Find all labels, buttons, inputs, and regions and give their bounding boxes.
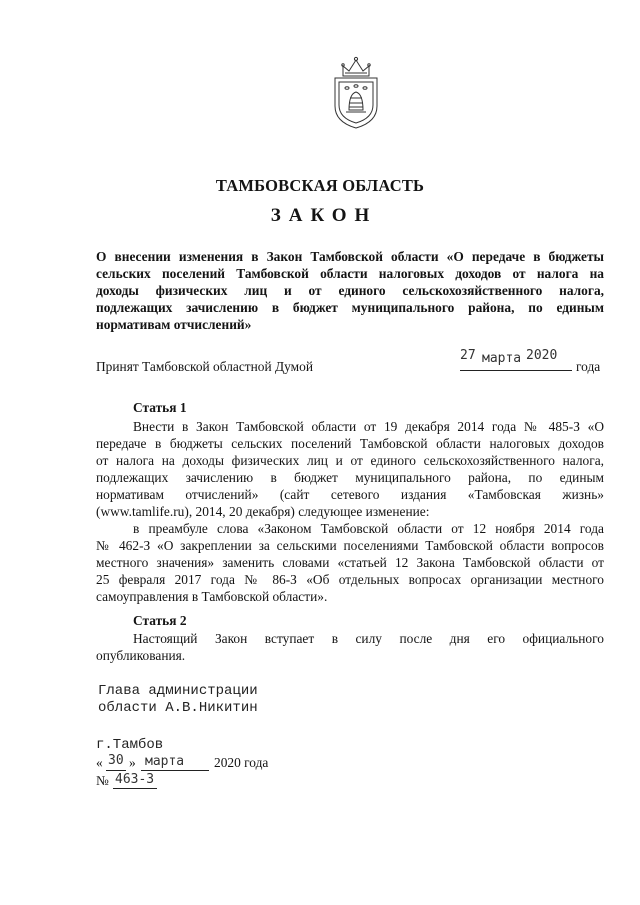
footer-year: 2020 года xyxy=(214,755,269,770)
region-title: ТАМБОВСКАЯ ОБЛАСТЬ xyxy=(215,176,425,195)
law-number: 463-З xyxy=(115,772,155,787)
article-1-amendment-line: № 462-З «О закреплении за сельскими поселениями Тамбовской области вопросов xyxy=(96,538,604,553)
article-1-line: передаче в бюджеты сельских поселений Тамбовской области налоговых доходов xyxy=(96,436,604,451)
law-title-line: сельских поселений Тамбовской области налоговых доходов от налога на xyxy=(96,266,604,281)
law-title-line: нормативам отчислений» xyxy=(96,317,252,332)
footer-number-field xyxy=(113,772,157,789)
article-1-amendment-line: в преамбуле слова «Законом Тамбовской области от 12 ноября 2014 года xyxy=(133,521,604,536)
article-1-line: подлежащих зачислению в бюджет муниципального района, по единым xyxy=(96,470,604,485)
footer-day: 30 xyxy=(108,753,124,768)
article-2-heading: Статья 2 xyxy=(133,613,187,628)
quote-open: « xyxy=(96,755,103,770)
article-1-amendment-line: 25 февраля 2017 года № 86-З «Об отдельных вопросах организации местного xyxy=(96,572,604,587)
adoption-suffix: года xyxy=(576,359,601,374)
footer-month-field xyxy=(141,753,209,771)
article-1-amendment-line: местного значения» заменить словами «статьей 12 Закона Тамбовской области от xyxy=(96,555,604,570)
law-title-line: доходы физических лиц и от единого сельскохозяйственного налога, xyxy=(96,283,604,298)
adoption-month: марта xyxy=(482,351,522,366)
signature-position: Глава администрации xyxy=(98,683,258,699)
adoption-year: 2020 xyxy=(526,348,558,363)
law-title-line: подлежащих зачислению в бюджет муниципального района, по единым xyxy=(96,300,604,315)
article-1-line: Внести в Закон Тамбовской области от 19 декабря 2014 года № 485-З «О xyxy=(133,419,604,434)
adoption-day: 27 xyxy=(460,348,476,363)
footer-city: г.Тамбов xyxy=(96,737,164,753)
adoption-label: Принят Тамбовской областной Думой xyxy=(96,359,314,374)
article-1-line: (www.tamlife.ru), 2014, 20 декабря) следующее изменение: xyxy=(96,504,430,519)
footer-month: марта xyxy=(145,754,185,769)
law-title-line: О внесении изменения в Закон Тамбовской области «О передаче в бюджеты xyxy=(96,249,604,264)
document-type: ЗАКОН xyxy=(270,205,378,226)
quote-close: » xyxy=(129,755,136,770)
signature-name: области А.В.Никитин xyxy=(98,700,258,716)
article-1-line: от налога на доходы физических лиц и от единого сельскохозяйственного налога, xyxy=(96,453,604,468)
article-1-heading: Статья 1 xyxy=(133,400,187,415)
article-2-line: Настоящий Закон вступает в силу после дня его официального xyxy=(133,631,604,646)
article-1-amendment-line: самоуправления в Тамбовской области». xyxy=(96,589,328,604)
adoption-date-field xyxy=(460,348,572,371)
footer-day-field xyxy=(106,753,126,771)
article-1-line: нормативам отчислений» (сайт сетевого издания «Тамбовская жизнь» xyxy=(96,487,604,502)
number-label: № xyxy=(96,773,109,788)
coat-of-arms-emblem xyxy=(331,54,381,131)
article-2-line: опубликования. xyxy=(96,648,186,663)
footer-date xyxy=(96,753,286,773)
